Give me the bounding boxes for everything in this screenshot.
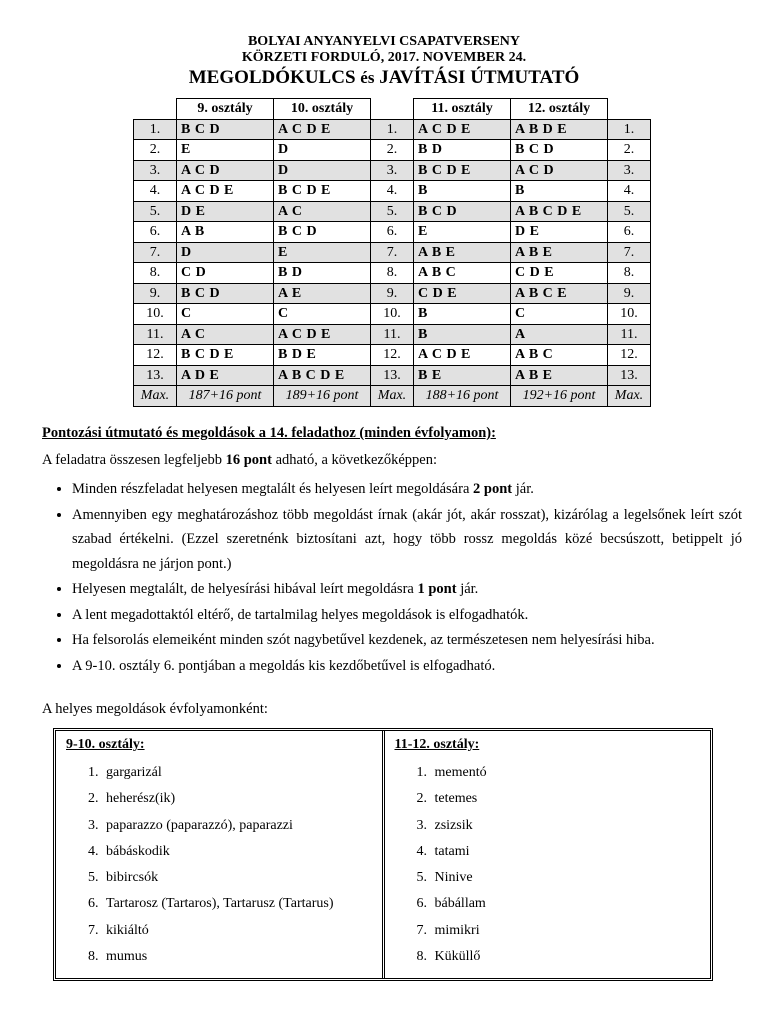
answer-grade-9: A B — [177, 222, 274, 243]
row-number: 3. — [608, 160, 651, 181]
table-header-row — [134, 99, 651, 120]
list-item: 3. paparazzo (paparazzó), paparazzi — [102, 813, 372, 839]
answer-grade-10: B C D E — [274, 181, 371, 202]
answer-grade-10: A C D E — [274, 324, 371, 345]
answer-grade-9: A C D — [177, 160, 274, 181]
answer-grade-12: A B C — [511, 345, 608, 366]
answer-grade-10: A B C D E — [274, 365, 371, 386]
table-row — [134, 283, 651, 304]
row-number: 11. — [134, 324, 177, 345]
answer-grade-12: C D E — [511, 263, 608, 284]
row-number: 12. — [134, 345, 177, 366]
table-row — [134, 345, 651, 366]
row-number: 8. — [134, 263, 177, 284]
max-grade-12: 192+16 pont — [511, 386, 608, 407]
max-grade-10: 189+16 pont — [274, 386, 371, 407]
row-number: 3. — [371, 160, 414, 181]
row-number: 11. — [608, 324, 651, 345]
row-number: 9. — [608, 283, 651, 304]
header-grade-9: 9. osztály — [177, 99, 274, 120]
table-row — [134, 181, 651, 202]
row-number: 13. — [608, 365, 651, 386]
answer-grade-11: B D — [414, 140, 511, 161]
answer-grade-10: B C D — [274, 222, 371, 243]
list-item: 6. bábállam — [431, 891, 701, 917]
answer-grade-9: A D E — [177, 365, 274, 386]
list-item: 1. gargarizál — [102, 760, 372, 786]
row-number: 13. — [371, 365, 414, 386]
table-row — [134, 242, 651, 263]
row-number: 8. — [608, 263, 651, 284]
answer-grade-10: E — [274, 242, 371, 263]
row-number: 9. — [134, 283, 177, 304]
list-item: 2. heherész(ik) — [102, 786, 372, 812]
answer-grade-12: A B E — [511, 242, 608, 263]
row-number: 2. — [608, 140, 651, 161]
scoring-intro: A feladatra összesen legfeljebb 16 pont adható, a következőképpen: — [42, 452, 438, 468]
answer-grade-11: A C D E — [414, 119, 511, 140]
scoring-rule: • Helyesen megtalált, de helyesírási hibával leírt megoldásra 1 pont jár. — [72, 577, 742, 602]
answer-grade-10: A C D E — [274, 119, 371, 140]
solutions-left-title: 9-10. osztály: — [66, 737, 145, 752]
list-item: 1. mementó — [431, 760, 701, 786]
solutions-left-list — [66, 760, 372, 970]
table-row — [134, 222, 651, 243]
list-item: 4. tatami — [431, 839, 701, 865]
answer-grade-10: A E — [274, 283, 371, 304]
round-date: KÖRZETI FORDULÓ, 2017. NOVEMBER 24. — [241, 50, 527, 65]
document-title: MEGOLDÓKULCS és JAVÍTÁSI ÚTMUTATÓ — [188, 67, 580, 88]
answer-grade-11: B — [414, 181, 511, 202]
answer-grade-11: B C D — [414, 201, 511, 222]
scoring-rule: • A 9-10. osztály 6. pontjában a megoldás kis kezdőbetűvel is elfogadható. — [72, 654, 742, 679]
row-number: 10. — [134, 304, 177, 325]
row-number: 12. — [608, 345, 651, 366]
solutions-grade-11-12 — [382, 731, 711, 978]
table-row — [134, 160, 651, 181]
answer-grade-12: A B D E — [511, 119, 608, 140]
table-row — [134, 304, 651, 325]
answer-grade-9: A C D E — [177, 181, 274, 202]
list-item: 4. bábáskodik — [102, 839, 372, 865]
solutions-grade-9-10 — [56, 731, 382, 978]
row-number: 5. — [134, 201, 177, 222]
scoring-rules-list — [42, 477, 742, 678]
answer-grade-9: C — [177, 304, 274, 325]
solutions-box — [53, 728, 713, 981]
answer-grade-9: D E — [177, 201, 274, 222]
table-row — [134, 201, 651, 222]
document-header — [0, 34, 768, 89]
row-number: 4. — [134, 181, 177, 202]
answer-grade-12: A B C E — [511, 283, 608, 304]
answer-grade-12: C — [511, 304, 608, 325]
answer-grade-11: B — [414, 324, 511, 345]
list-item: 7. mimikri — [431, 918, 701, 944]
answer-grade-12: A B E — [511, 365, 608, 386]
answer-grade-11: A B C — [414, 263, 511, 284]
answer-grade-11: B — [414, 304, 511, 325]
answer-grade-10: D — [274, 160, 371, 181]
row-number: 2. — [371, 140, 414, 161]
answer-grade-12: B C D — [511, 140, 608, 161]
scoring-title: Pontozási útmutató és megoldások a 14. feladathoz (minden évfolyamon): — [42, 425, 496, 441]
header-grade-12: 12. osztály — [511, 99, 608, 120]
answer-grade-12: D E — [511, 222, 608, 243]
row-number: 11. — [371, 324, 414, 345]
answer-grade-11: B E — [414, 365, 511, 386]
row-number: 10. — [371, 304, 414, 325]
list-item: 6. Tartarosz (Tartaros), Tartarusz (Tartarus) — [102, 891, 372, 917]
max-label: Max. — [371, 386, 414, 407]
row-number: 10. — [608, 304, 651, 325]
row-number: 12. — [371, 345, 414, 366]
list-item: 8. mumus — [102, 944, 372, 970]
scoring-guide — [42, 425, 742, 679]
answer-grade-9: B C D — [177, 119, 274, 140]
row-number: 7. — [134, 242, 177, 263]
competition-title: BOLYAI ANYANYELVI CSAPATVERSENY — [247, 34, 521, 49]
header-grade-10: 10. osztály — [274, 99, 371, 120]
answer-grade-12: A — [511, 324, 608, 345]
row-number: 13. — [134, 365, 177, 386]
answer-grade-10: C — [274, 304, 371, 325]
list-item: 8. Küküllő — [431, 944, 701, 970]
row-number: 7. — [371, 242, 414, 263]
table-row — [134, 263, 651, 284]
max-label: Max. — [134, 386, 177, 407]
row-number: 6. — [371, 222, 414, 243]
answer-grade-9: C D — [177, 263, 274, 284]
list-item: 7. kikiáltó — [102, 918, 372, 944]
answer-grade-9: E — [177, 140, 274, 161]
row-number: 4. — [371, 181, 414, 202]
row-number: 3. — [134, 160, 177, 181]
solutions-intro: A helyes megoldások évfolyamonként: — [42, 701, 268, 717]
row-number: 1. — [134, 119, 177, 140]
answer-grade-11: E — [414, 222, 511, 243]
max-grade-11: 188+16 pont — [414, 386, 511, 407]
answer-key-table — [133, 98, 651, 407]
table-row — [134, 119, 651, 140]
row-number: 5. — [371, 201, 414, 222]
list-item: 2. tetemes — [431, 786, 701, 812]
scoring-rule: • Minden részfeladat helyesen megtalált és helyesen leírt megoldására 2 pont jár. — [72, 477, 742, 502]
answer-grade-11: A B E — [414, 242, 511, 263]
answer-grade-11: B C D E — [414, 160, 511, 181]
scoring-rule: • Amennyiben egy meghatározáshoz több megoldást írnak (akár jót, akár rosszat), kizárólag a legelsőnek leírt szót szabad értékelni. (Ezzel szeretnénk biztosítani azt, hogy több rossz megoldás közé becsúszott, betippelt jó megoldásra ne járjon pont.) — [72, 503, 742, 577]
list-item: 3. zsizsik — [431, 813, 701, 839]
row-number: 5. — [608, 201, 651, 222]
answer-grade-10: D — [274, 140, 371, 161]
list-item: 5. Ninive — [431, 865, 701, 891]
answer-grade-11: A C D E — [414, 345, 511, 366]
row-number: 2. — [134, 140, 177, 161]
answer-grade-9: D — [177, 242, 274, 263]
row-number: 4. — [608, 181, 651, 202]
row-number: 1. — [371, 119, 414, 140]
answer-grade-10: B D E — [274, 345, 371, 366]
max-label: Max. — [608, 386, 651, 407]
answer-grade-12: B — [511, 181, 608, 202]
list-item: 5. bibircsók — [102, 865, 372, 891]
answer-grade-12: A B C D E — [511, 201, 608, 222]
row-number: 1. — [608, 119, 651, 140]
table-row — [134, 365, 651, 386]
scoring-rule: • A lent megadottaktól eltérő, de tartalmilag helyes megoldások is elfogadhatók. — [72, 603, 742, 628]
solutions-right-list — [395, 760, 701, 970]
row-number: 6. — [134, 222, 177, 243]
header-grade-11: 11. osztály — [414, 99, 511, 120]
answer-grade-9: B C D — [177, 283, 274, 304]
max-points-row — [134, 386, 651, 407]
answer-grade-10: B D — [274, 263, 371, 284]
answer-grade-11: C D E — [414, 283, 511, 304]
row-number: 8. — [371, 263, 414, 284]
answer-grade-9: A C — [177, 324, 274, 345]
row-number: 7. — [608, 242, 651, 263]
answer-grade-12: A C D — [511, 160, 608, 181]
table-row — [134, 140, 651, 161]
solutions-right-title: 11-12. osztály: — [394, 737, 480, 752]
row-number: 6. — [608, 222, 651, 243]
max-grade-9: 187+16 pont — [177, 386, 274, 407]
answer-grade-10: A C — [274, 201, 371, 222]
scoring-rule: • Ha felsorolás elemeiként minden szót nagybetűvel kezdenek, az természetesen nem helyesírási hiba. — [72, 628, 742, 653]
answer-grade-9: B C D E — [177, 345, 274, 366]
table-row — [134, 324, 651, 345]
row-number: 9. — [371, 283, 414, 304]
